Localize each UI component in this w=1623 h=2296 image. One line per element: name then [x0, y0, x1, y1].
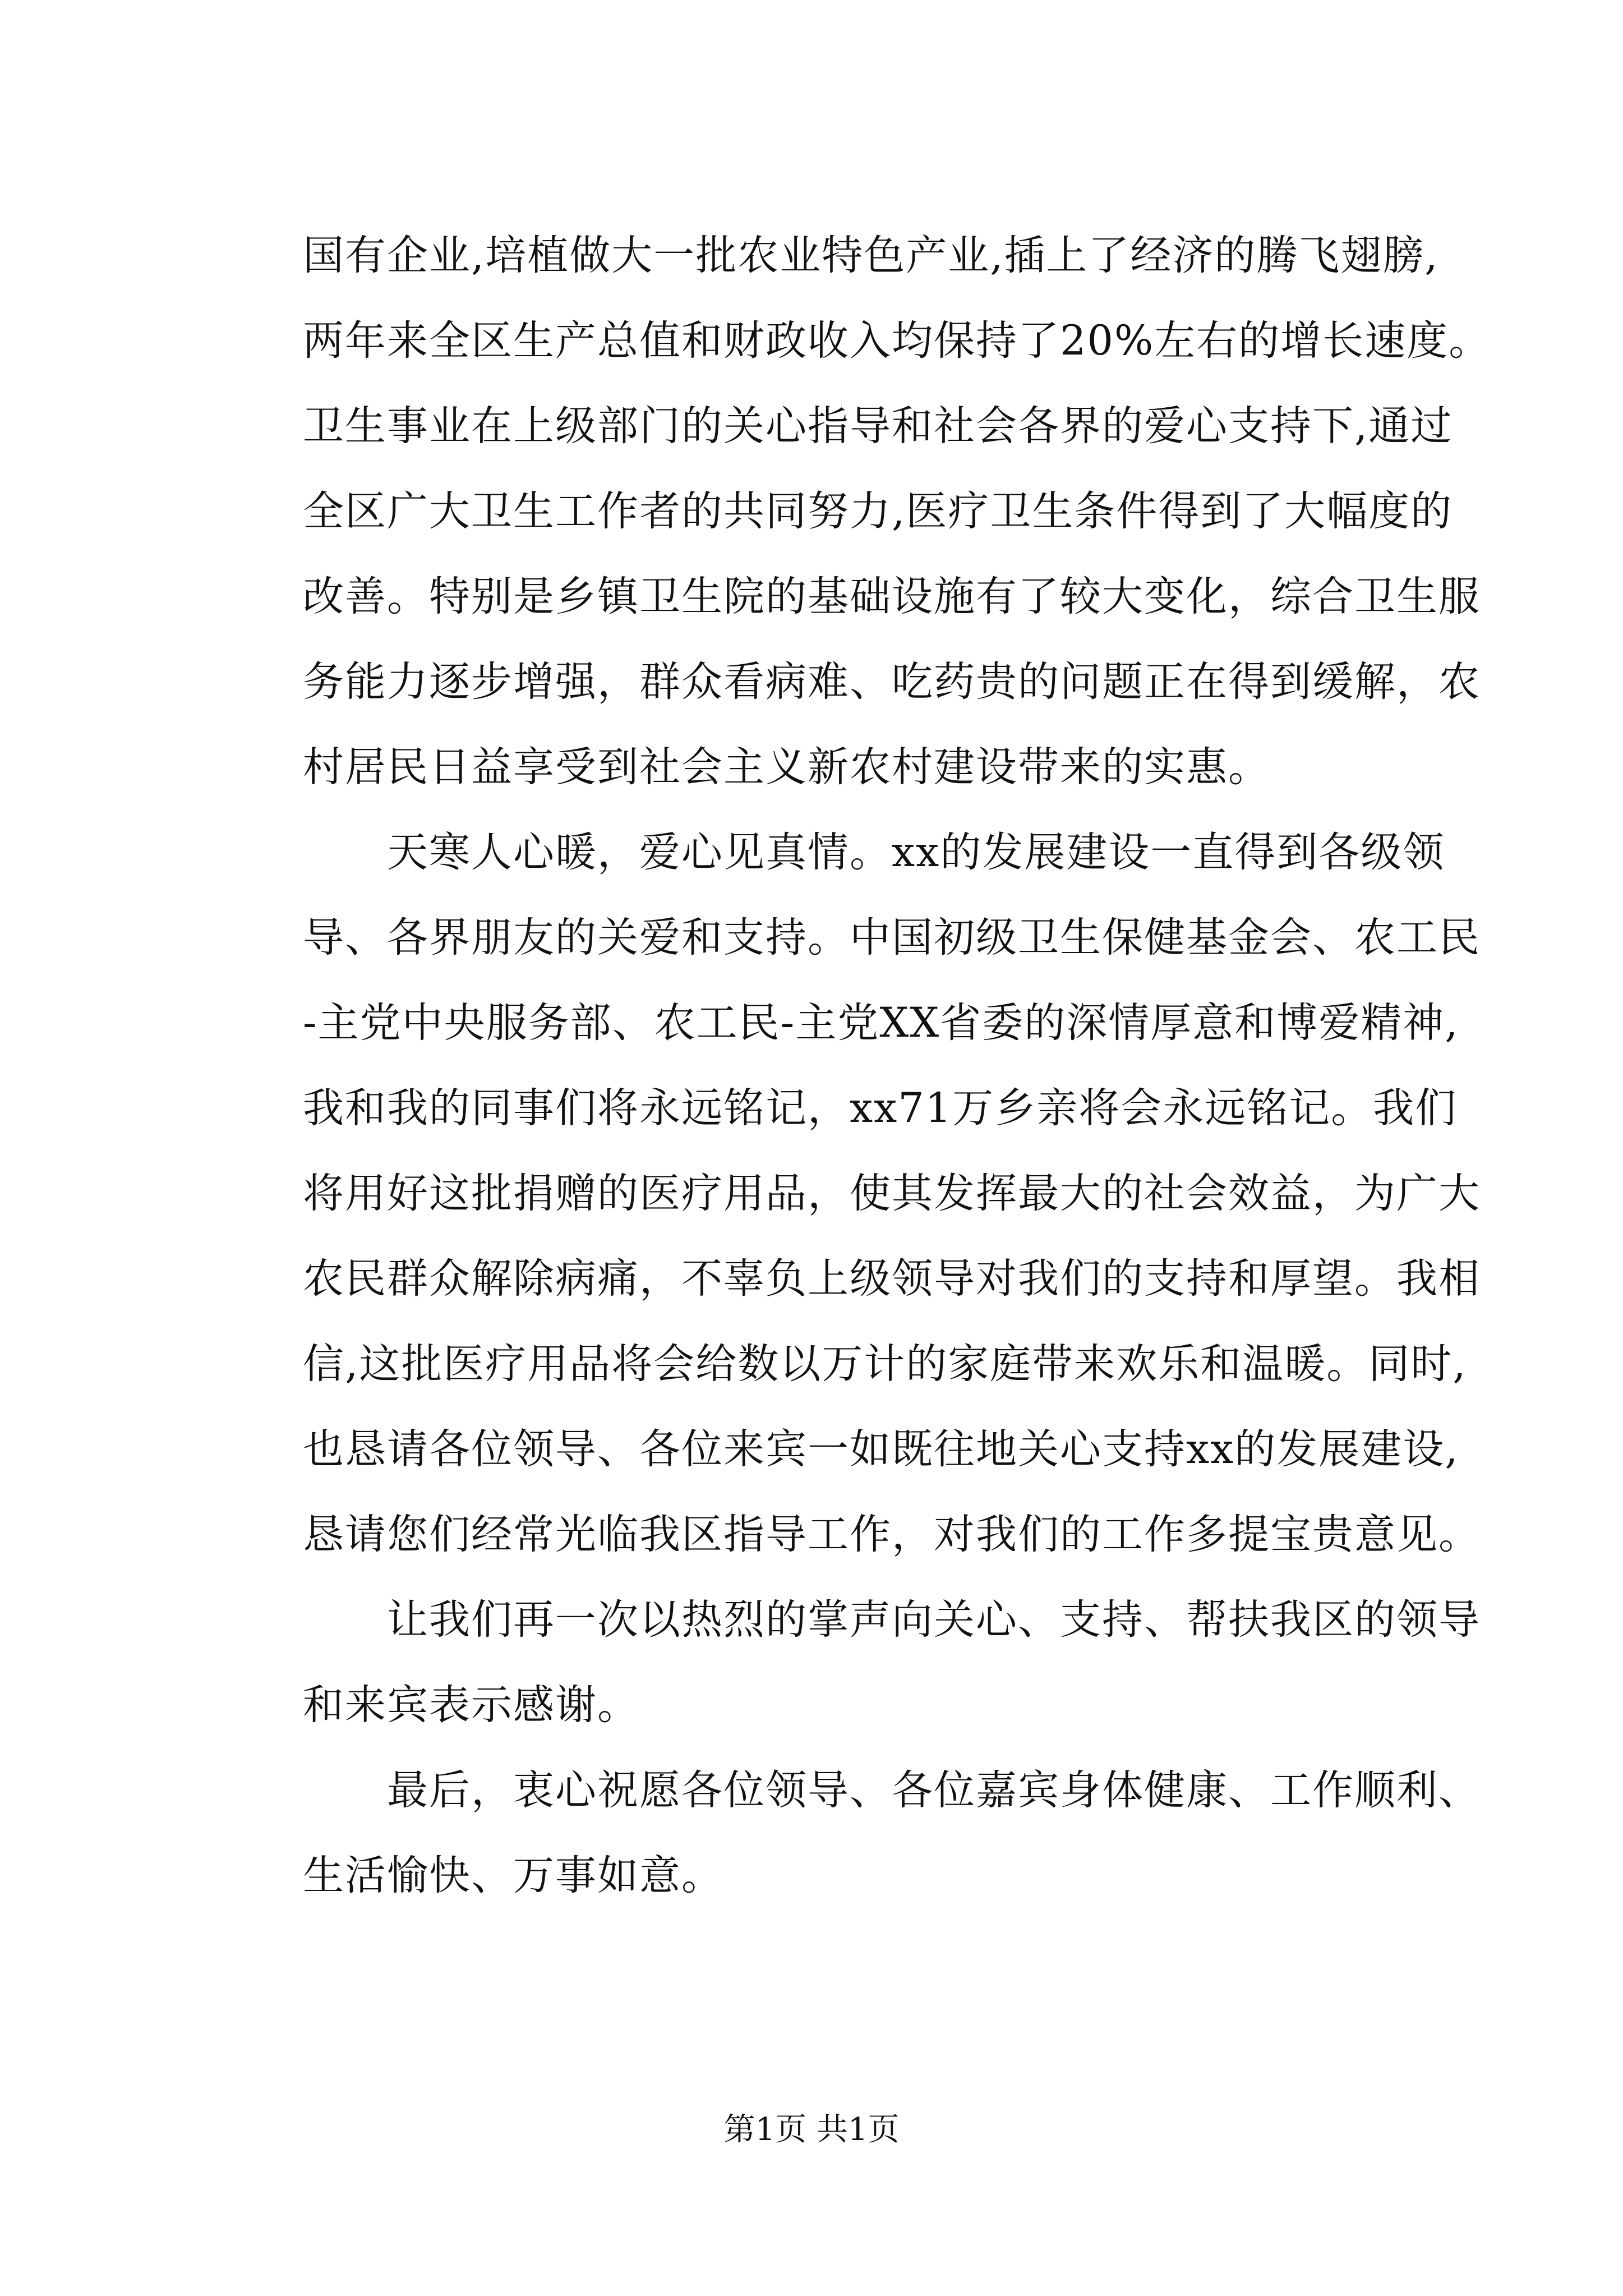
text-line: 卫生事业在上级部门的关心指导和社会各界的爱心支持下,通过 [303, 402, 1453, 450]
text-line: -主党中央服务部、农工民-主党XX省委的深情厚意和博爱精神, [303, 999, 1459, 1047]
paragraph-first-line: 最后，衷心祝愿各位领导、各位嘉宾身体健康、工作顺利、 [387, 1766, 1481, 1814]
text-line: 改善。特别是乡镇卫生院的基础设施有了较大变化，综合卫生服 [303, 573, 1481, 620]
text-line: 全区广大卫生工作者的共同努力,医疗卫生条件得到了大幅度的 [303, 487, 1453, 535]
text-line: 国有企业,培植做大一批农业特色产业,插上了经济的腾飞翅膀, [303, 232, 1439, 279]
text-line: 我和我的同事们将永远铭记，xx71万乡亲将会永远铭记。我们 [303, 1084, 1458, 1132]
text-line: 生活愉快、万事如意。 [303, 1852, 723, 1899]
paragraph-first-line: 让我们再一次以热烈的掌声向关心、支持、帮扶我区的领导 [387, 1596, 1481, 1644]
paragraph-first-line: 天寒人心暖，爱心见真情。xx的发展建设一直得到各级领 [387, 829, 1445, 876]
text-line: 务能力逐步增强，群众看病难、吃药贵的问题正在得到缓解，农 [303, 658, 1481, 706]
text-line: 和来宾表示感谢。 [303, 1681, 639, 1729]
text-line: 农民群众解除病痛，不辜负上级领导对我们的支持和厚望。我相 [303, 1255, 1481, 1303]
text-line: 导、各界朋友的关爱和支持。中国初级卫生保健基金会、农工民 [303, 914, 1481, 961]
text-line: 也恳请各位领导、各位来宾一如既往地关心支持xx的发展建设, [303, 1425, 1459, 1473]
document-body [303, 213, 1491, 1918]
text-line: 村居民日益享受到社会主义新农村建设带来的实惠。 [303, 743, 1270, 791]
text-line: 信,这批医疗用品将会给数以万计的家庭带来欢乐和温暖。同时, [303, 1340, 1467, 1388]
text-line: 两年来全区生产总值和财政收入均保持了20%左右的增长速度。 [303, 317, 1491, 365]
text-line: 恳请您们经常光临我区指导工作，对我们的工作多提宝贵意见。 [303, 1511, 1481, 1558]
text-line: 将用好这批捐赠的医疗用品，使其发挥最大的社会效益，为广大 [303, 1170, 1481, 1217]
page-number-footer: 第1页 共1页 [723, 2111, 900, 2148]
